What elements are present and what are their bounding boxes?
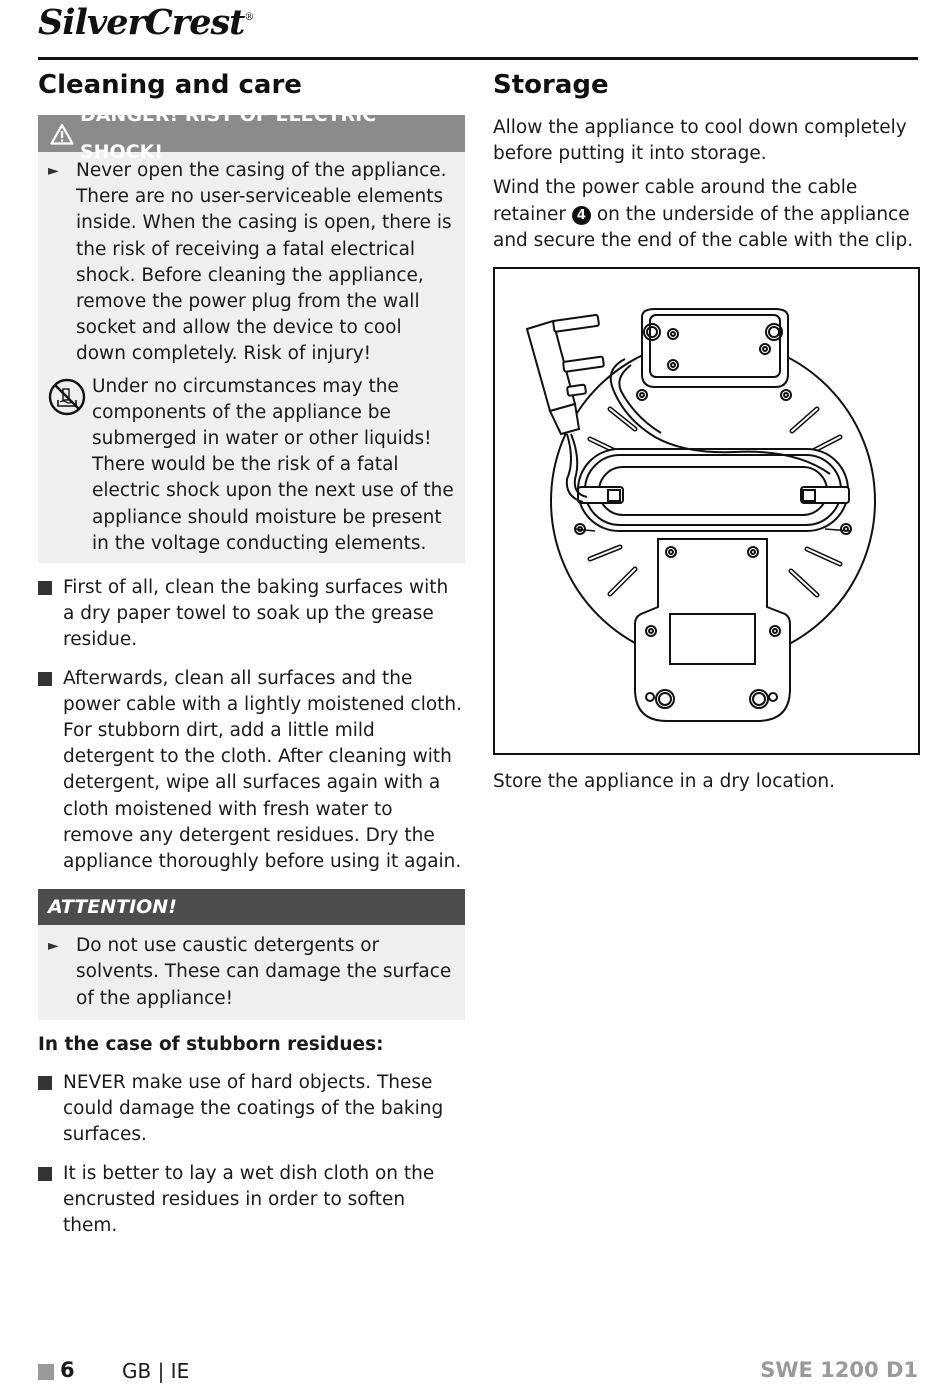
square-bullet-icon — [38, 581, 52, 595]
attention-item-text: Do not use caustic detergents or solvents. These can damage the surface of the appliance! — [76, 935, 452, 1009]
model-number: SWE 1200 D1 — [760, 1358, 918, 1382]
storage-title: Storage — [493, 70, 609, 100]
page-footer — [38, 1356, 918, 1386]
storage-paragraph: Wind the power cable around the cable retainer 4 on the underside of the appliance and secure the end of the cable with the clip. — [493, 177, 914, 251]
cleaning-step — [38, 575, 465, 654]
submerge-warning — [48, 374, 457, 557]
storage-illustration — [493, 267, 920, 755]
attention-box — [38, 925, 465, 1020]
arrow-bullet-icon: ► — [48, 938, 59, 955]
cleaning-title: Cleaning and care — [38, 70, 302, 100]
danger-label: DANGER! RIST OF ELECTRIC SHOCK! — [79, 103, 377, 163]
submerge-warning-text: Under no circumstances may the components of the appliance be submerged in water or other liquids! There would be the risk of a fatal electric shock upon the next use of the appliance should moisture be present in the voltage conducting elements. — [92, 375, 454, 554]
residue-step-text: It is better to lay a wet dish cloth on the encrusted residues in order to soften them. — [63, 1162, 435, 1236]
danger-banner — [38, 103, 465, 163]
language-codes: GB | IE — [122, 1359, 190, 1383]
danger-item-text: Never open the casing of the appliance. There are no user-serviceable elements inside. When the casing is open, there is the risk of receiving a fatal electrical shock. Before cleaning the appliance, remove the power plug from the wall socket and allow the device to cool down completely. Risk of injury! — [76, 160, 452, 365]
illustration-caption: Store the appliance in a dry location. — [493, 771, 836, 793]
attention-banner: ATTENTION! — [38, 889, 465, 925]
cleaning-column — [38, 66, 465, 1239]
footer-square-icon — [38, 1364, 54, 1380]
cleaning-step-text: First of all, clean the baking surfaces with a dry paper towel to soak up the grease residue. — [63, 577, 449, 651]
residue-step-text: NEVER make use of hard objects. These could damage the coatings of the baking surfaces. — [63, 1071, 444, 1146]
residue-step — [38, 1070, 465, 1149]
danger-box — [38, 152, 465, 563]
storage-column — [493, 66, 920, 795]
residue-step — [38, 1161, 465, 1240]
brand-logo — [38, 2, 253, 43]
appliance-underside-illustration — [495, 269, 918, 753]
storage-paragraph: Allow the appliance to cool down completely before putting it into storage. — [493, 117, 907, 165]
danger-item — [48, 158, 457, 368]
page-number: 6 — [60, 1358, 75, 1382]
cleaning-step-text: Afterwards, clean all surfaces and the power cable with a lightly moistened cloth. For stubborn dirt, add a little mild detergent to the cloth. After cleaning with detergent, wipe all surfaces again with a cloth moistened with fresh water to remove any detergent residues. Dry the appliance thoroughly before using it again. — [63, 667, 463, 873]
brand-name: SilverCrest — [38, 2, 245, 43]
header-rule — [38, 57, 918, 60]
no-submerge-icon — [48, 378, 86, 416]
square-bullet-icon — [38, 1167, 52, 1181]
warning-triangle-icon — [50, 123, 74, 145]
square-bullet-icon — [38, 1076, 52, 1090]
attention-item — [48, 933, 457, 1012]
square-bullet-icon — [38, 672, 52, 686]
callout-number: 4 — [572, 206, 591, 225]
trademark: ® — [244, 12, 254, 23]
cleaning-step — [38, 666, 465, 876]
residues-subheading: In the case of stubborn residues: — [38, 1033, 384, 1055]
arrow-bullet-icon: ► — [48, 163, 59, 179]
